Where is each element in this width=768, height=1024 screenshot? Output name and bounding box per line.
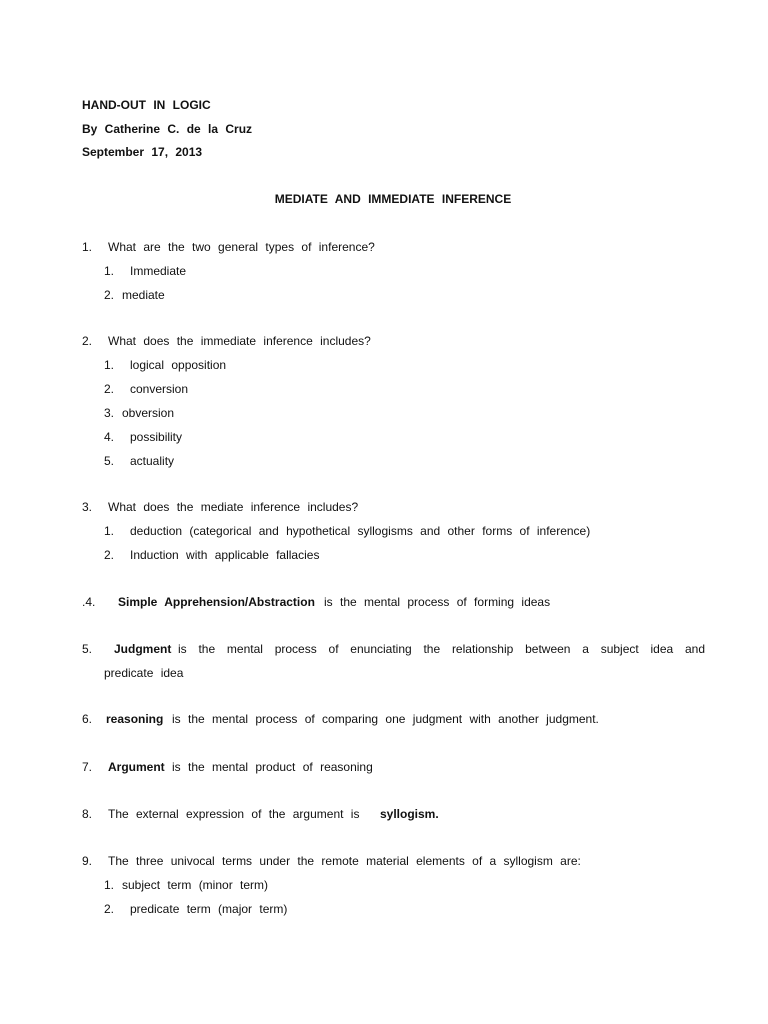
- q4-text: is the mental process of forming ideas: [324, 595, 551, 609]
- q9-item-1-text: subject term (minor term): [122, 878, 269, 892]
- q5-term: Judgment: [114, 642, 172, 656]
- q3-item-2-text: Induction with applicable fallacies: [130, 548, 320, 562]
- section-title: MEDIATE AND IMMEDIATE INFERENCE: [274, 192, 512, 206]
- q2-item-5-text: actuality: [130, 454, 175, 468]
- q8-number: 8.: [82, 807, 93, 821]
- q9-item-1-number: 1.: [104, 878, 115, 892]
- q2-item-5-number: 5.: [104, 454, 115, 468]
- q1-text: What are the two general types of inference?: [108, 240, 375, 254]
- q2-item-4-text: possibility: [130, 430, 183, 444]
- q3-item-1-text: deduction (categorical and hypothetical syllogisms and other forms of inference): [130, 524, 591, 538]
- q3-item-1-number: 1.: [104, 524, 115, 538]
- q2-item-4-number: 4.: [104, 430, 115, 444]
- q8-term: syllogism.: [380, 807, 439, 821]
- q4-term: Simple Apprehension/Abstraction: [118, 595, 315, 609]
- q6-text: is the mental process of comparing one judgment with another judgment.: [172, 712, 599, 726]
- q1-item-2-number: 2.: [104, 288, 115, 302]
- q2-number: 2.: [82, 334, 93, 348]
- q8-text: The external expression of the argument is: [108, 807, 360, 821]
- q7-text: is the mental product of reasoning: [172, 760, 373, 774]
- q2-item-2-number: 2.: [104, 382, 115, 396]
- q9-number: 9.: [82, 854, 93, 868]
- q7-term: Argument: [108, 760, 165, 774]
- q1-item-1-text: Immediate: [130, 264, 187, 278]
- q1-item-1-number: 1.: [104, 264, 115, 278]
- handout-title: HAND-OUT IN LOGIC: [82, 98, 211, 112]
- author-line: By Catherine C. de la Cruz: [82, 122, 253, 136]
- q2-item-3-number: 3.: [104, 406, 115, 420]
- q5-number: 5.: [82, 642, 93, 656]
- q4-number: .4.: [82, 595, 96, 609]
- q3-text: What does the mediate inference includes?: [108, 500, 359, 514]
- q6-term: reasoning: [106, 712, 164, 726]
- q9-item-2-text: predicate term (major term): [130, 902, 288, 916]
- q3-item-2-number: 2.: [104, 548, 115, 562]
- q2-item-3-text: obversion: [122, 406, 175, 420]
- q1-number: 1.: [82, 240, 93, 254]
- date-line: September 17, 2013: [82, 145, 203, 159]
- q5-text-line-1: is the mental process of enunciating the relationship between a subject idea and: [178, 642, 705, 656]
- q7-number: 7.: [82, 760, 93, 774]
- q2-item-1-number: 1.: [104, 358, 115, 372]
- q2-text: What does the immediate inference includes?: [108, 334, 371, 348]
- q3-number: 3.: [82, 500, 93, 514]
- q9-text: The three univocal terms under the remote material elements of a syllogism are:: [108, 854, 581, 868]
- q2-item-2-text: conversion: [130, 382, 189, 396]
- q1-item-2-text: mediate: [122, 288, 165, 302]
- q5-text-line-2: predicate idea: [104, 666, 184, 680]
- q6-number: 6.: [82, 712, 93, 726]
- q2-item-1-text: logical opposition: [130, 358, 227, 372]
- q9-item-2-number: 2.: [104, 902, 115, 916]
